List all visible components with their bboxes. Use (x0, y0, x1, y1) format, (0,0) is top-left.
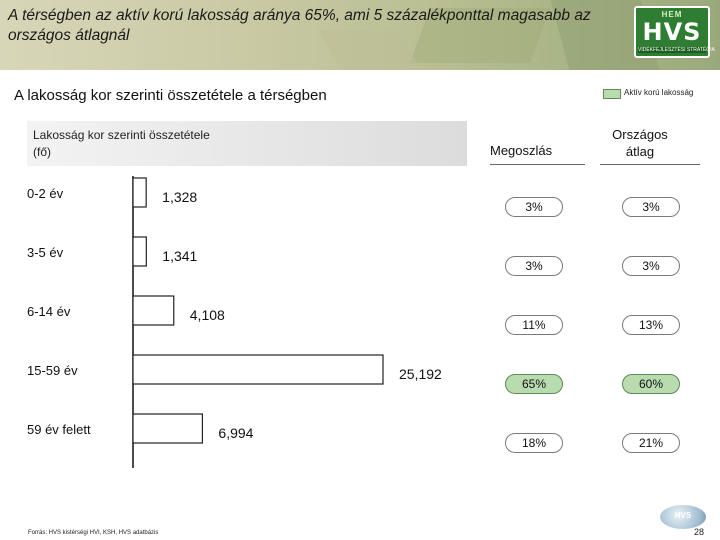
chart-title: Lakosság kor szerinti összetétele (33, 128, 210, 142)
national-average-value: 13% (622, 315, 680, 335)
logo-top-text: HEM (661, 10, 683, 19)
bar (133, 296, 174, 325)
national-average-value: 60% (622, 374, 680, 394)
category-label: 6-14 év (27, 304, 71, 319)
bar (133, 355, 383, 384)
national-average-value: 3% (622, 197, 680, 217)
source-note: Forrás: HVS kistérségi HVI, KSH, HVS adatbázis (28, 530, 159, 536)
chart-unit: (fő) (33, 145, 51, 159)
category-label: 3-5 év (27, 245, 64, 260)
bar (133, 414, 202, 443)
data-label: 4,108 (189, 307, 225, 323)
logo-subtitle: VIDÉKFEJLESZTÉSI STRATÉGIA (638, 47, 715, 53)
category-label: 59 év felett (27, 422, 91, 437)
page-title: A térségben az aktív korú lakosság aránya 65%, ami 5 százalékponttal magasabb az országos átlagnál (8, 7, 591, 44)
share-value: 3% (505, 197, 563, 217)
share-value: 18% (505, 433, 563, 453)
share-value: 11% (505, 315, 563, 335)
data-label: 1,328 (162, 189, 198, 205)
legend-label: Aktív korú lakosság (624, 88, 694, 97)
data-label: 1,341 (162, 248, 198, 264)
hvs-badge-icon (660, 505, 706, 529)
share-value: 3% (505, 256, 563, 276)
bar (133, 178, 146, 207)
national-average-value: 3% (622, 256, 680, 276)
national-average-value: 21% (622, 433, 680, 453)
national-average-header-line1: Országos (612, 127, 668, 142)
share-column-header: Megoszlás (490, 143, 553, 158)
page-number: 28 (694, 527, 705, 537)
data-label: 25,192 (399, 366, 442, 382)
logo-text: HVS (642, 18, 702, 46)
share-value: 65% (505, 374, 563, 394)
category-label: 15-59 év (27, 363, 78, 378)
section-title: A lakosság kor szerinti összetétele a térségben (14, 87, 327, 104)
national-average-header-line2: átlag (625, 144, 655, 159)
bar (133, 237, 146, 266)
data-label: 6,994 (218, 425, 254, 441)
category-label: 0-2 év (27, 186, 64, 201)
badge-text: HVS (674, 511, 692, 520)
